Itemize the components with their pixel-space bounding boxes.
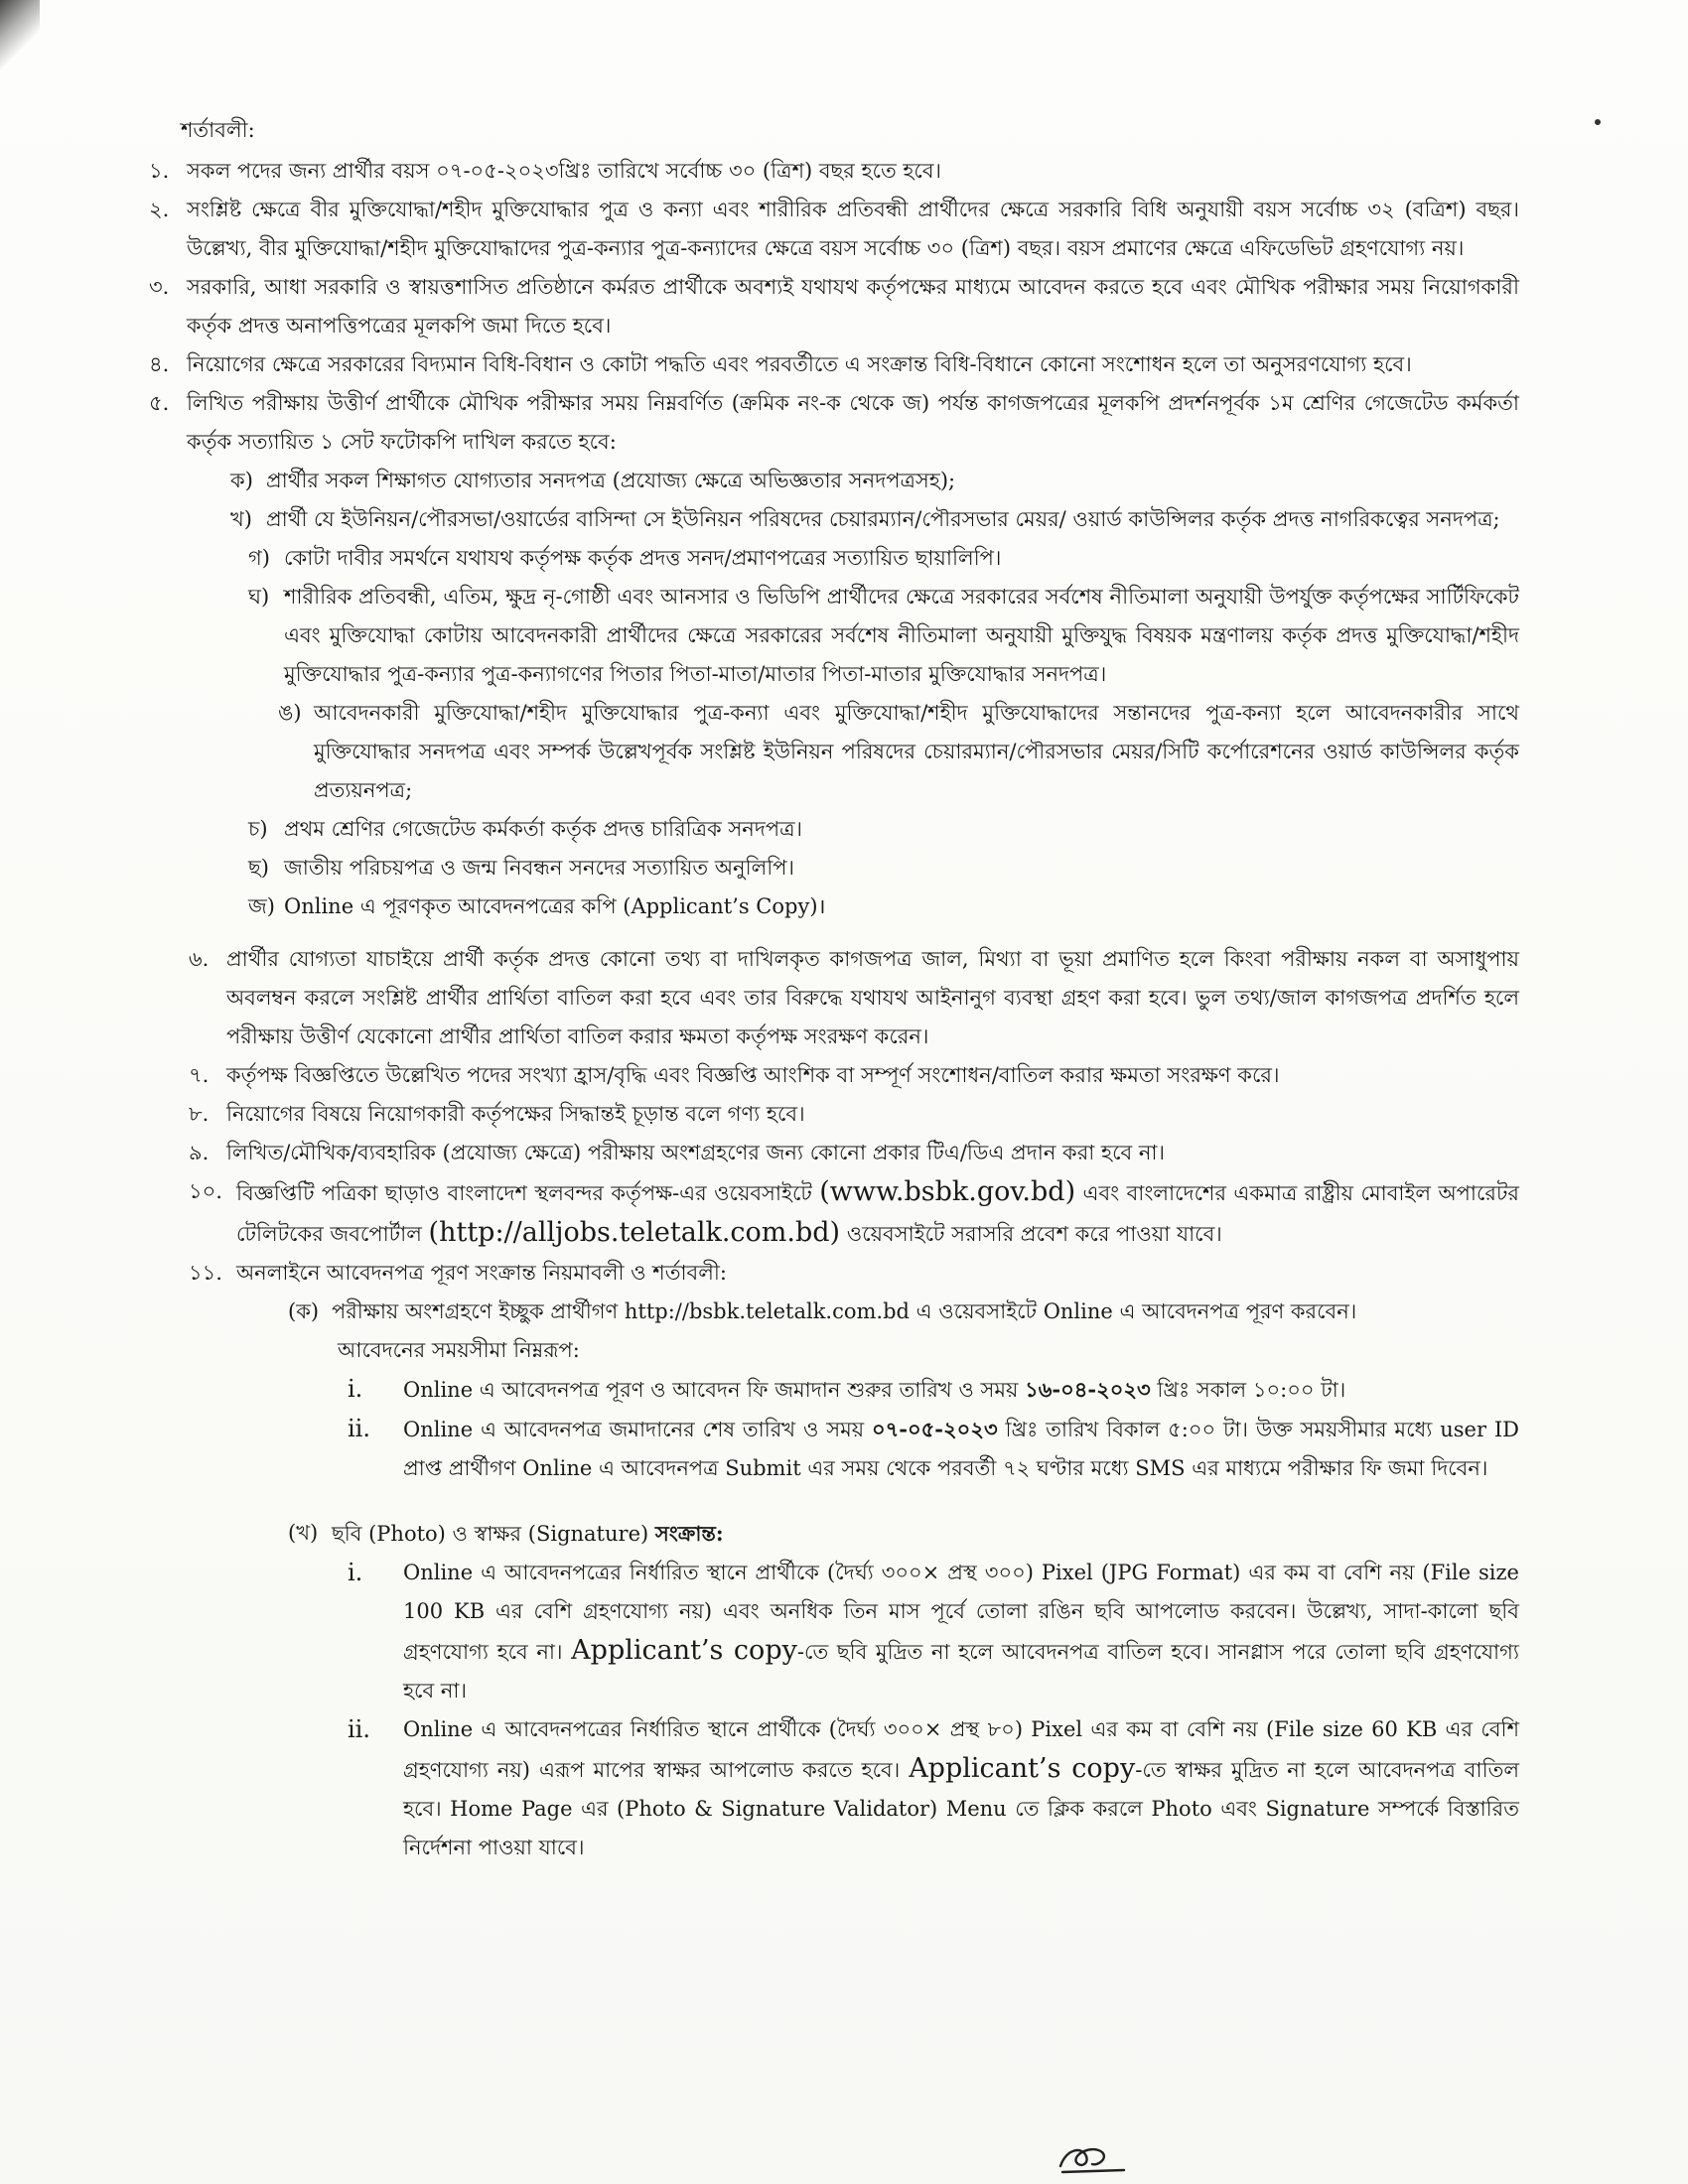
term-number: ১১. bbox=[189, 1261, 222, 1285]
signature-point bbox=[348, 1710, 1519, 1867]
term-text: অনলাইনে আবেদনপত্র পূরণ সংক্রান্ত নিয়মাবলী ও শর্তাবলী: bbox=[236, 1261, 727, 1285]
term-item-2 bbox=[149, 191, 1519, 268]
subitem-text: প্রার্থীর সকল শিক্ষাগত যোগ্যতার সনদপত্র (প্রযোজ্য ক্ষেত্রে অভিজ্ঞতার সনদপত্রসহ); bbox=[266, 469, 956, 492]
roman-text-part: Online এ আবেদনপত্র জমাদানের শেষ তারিখ ও সময় bbox=[403, 1418, 865, 1441]
end-date: ০৭-০৫-২০২৩ bbox=[872, 1417, 998, 1441]
term-item-10 bbox=[189, 1172, 1519, 1254]
photo-signature-heading bbox=[288, 1514, 1519, 1554]
application-time-heading: আবেদনের সময়সীমা নিম্নরূপ: bbox=[338, 1338, 580, 1362]
time-point-2 bbox=[348, 1410, 1519, 1488]
term-text bbox=[236, 1172, 1519, 1254]
subitem-label: খ) bbox=[230, 507, 252, 531]
subitem-text: Online এ পূরণকৃত আবেদনপত্রের কপি (Applicant’s Copy)। bbox=[284, 894, 826, 918]
subitem-label: চ) bbox=[248, 817, 268, 841]
document-subitem-ja bbox=[248, 887, 1519, 926]
subitem-label: ঘ) bbox=[248, 585, 270, 609]
subitem-text: পরীক্ষায় অংশগ্রহণে ইচ্ছুক প্রার্থীগণ http://bsbk.teletalk.com.bd এ ওয়েবসাইটে Online এ আবেদনপত্র পূরণ করবেন। bbox=[332, 1299, 1357, 1323]
term-item-6 bbox=[189, 940, 1519, 1056]
document-subitem-kha bbox=[230, 500, 1519, 539]
term-number: ৮. bbox=[189, 1102, 210, 1126]
roman-label: ii. bbox=[348, 1715, 370, 1743]
roman-text-part: Online এ আবেদনপত্র পূরণ ও আবেদন ফি জমাদান শুরুর তারিখ ও সময় bbox=[403, 1378, 1019, 1402]
subitem-label: জ) bbox=[248, 894, 275, 918]
roman-label: i. bbox=[348, 1375, 363, 1403]
website-link-bsbk[interactable]: (www.bsbk.gov.bd) bbox=[819, 1176, 1076, 1207]
term-item-3 bbox=[149, 268, 1519, 345]
term-item-4 bbox=[149, 345, 1519, 384]
roman-text-part: Online এ আবেদনপত্রের নির্ধারিত স্থানে প্রার্থীকে (দৈর্ঘ্য ৩০০× প্রস্থ ৮০) Pixel এর কম বা বেশি নয় (File size 60 KB এর বেশি গ্রহণযোগ্য নয়) এরূপ মাপের স্বাক্ষর আপলোড করতে হবে। bbox=[403, 1717, 1519, 1782]
term-text: কর্তৃপক্ষ বিজ্ঞপ্তিতে উল্লেখিত পদের সংখ্যা হ্রাস/বৃদ্ধি এবং বিজ্ঞপ্তি আংশিক বা সম্পূর্ণ সংশোধন/বাতিল করার ক্ষমতা সংরক্ষণ করে। bbox=[226, 1063, 1280, 1087]
start-date: ১৬-০৪-২০২৩ bbox=[1025, 1377, 1151, 1402]
term-item-9 bbox=[189, 1134, 1519, 1172]
online-application-ka bbox=[288, 1293, 1519, 1331]
term-number: ৪. bbox=[149, 352, 170, 376]
subitem-text: কোটা দাবীর সমর্থনে যথাযথ কর্তৃপক্ষ কর্তৃক প্রদত্ত সনদ/প্রমাণপত্রের সত্যায়িত ছায়ালিপি। bbox=[284, 546, 1002, 570]
subitem-text: আবেদনকারী মুক্তিযোদ্ধা/শহীদ মুক্তিযোদ্ধার পুত্র-কন্যা এবং মুক্তিযোদ্ধা/শহীদ মুক্তিযোদ্ধাদের সন্তানদের পুত্র-কন্যা হলে আবেদনকারীর সাথে মুক্তিযোদ্ধার সনদপত্র এবং সম্পর্ক উল্লেখপূর্বক সংশ্লিষ্ট ইউনিয়ন পরিষদের চেয়ারম্যান/পৌরসভার মেয়র/সিটি কর্পোরেশনের ওয়ার্ড কাউন্সিলর কর্তৃক প্রত্যয়নপত্র; bbox=[314, 701, 1519, 802]
term-text: সরকারি, আধা সরকারি ও স্বায়ত্তশাসিত প্রতিষ্ঠানে কর্মরত প্রার্থীকে অবশ্যই যথাযথ কর্তৃপক্ষের মাধ্যমে আবেদন করতে হবে এবং মৌখিক পরীক্ষার সময় নিয়োগকারী কর্তৃক প্রদত্ত অনাপত্তিপত্রের মূলকপি জমা দিতে হবে। bbox=[187, 275, 1519, 338]
scan-speck bbox=[1595, 119, 1601, 125]
subitem-text: জাতীয় পরিচয়পত্র ও জন্ম নিবন্ধন সনদের সত্যায়িত অনুলিপি। bbox=[284, 856, 794, 880]
roman-text-part: -তে ছবি মুদ্রিত না হলে আবেদনপত্র বাতিল হবে। সানগ্লাস পরে তোলা ছবি গ্রহণযোগ্য হবে না। bbox=[403, 1640, 1519, 1703]
section-title-part: ছবি (Photo) ও স্বাক্ষর (Signature) bbox=[332, 1522, 649, 1546]
subitem-text bbox=[332, 1514, 1519, 1554]
term-item-11 bbox=[189, 1254, 1519, 1293]
subitem-text: প্রার্থী যে ইউনিয়ন/পৌরসভা/ওয়ার্ডের বাসিন্দা সে ইউনিয়ন পরিষদের চেয়ারম্যান/পৌরসভার মেয়র/ ওয়ার্ড কাউন্সিলর কর্তৃক প্রদত্ত নাগরিকত্বের সনদপত্র; bbox=[266, 507, 1500, 531]
roman-text-part: খ্রিঃ তারিখ বিকাল ৫:০০ টা। উক্ত সময়সীমার মধ্যে user ID প্রাপ্ত প্রার্থীগণ Online এ আবেদনপত্র Submit এর সময় থেকে পরবর্তী ৭২ ঘণ্টার মধ্যে SMS এর মাধ্যমে পরীক্ষার ফি জমা দিবেন। bbox=[403, 1418, 1519, 1480]
roman-text bbox=[403, 1554, 1519, 1710]
roman-text bbox=[403, 1370, 1519, 1410]
roman-text-part: খ্রিঃ সকাল ১০:০০ টা। bbox=[1157, 1378, 1346, 1402]
time-point-1 bbox=[348, 1370, 1519, 1410]
roman-text-part: -তে স্বাক্ষর মুদ্রিত না হলে আবেদনপত্র বাতিল হবে। Home Page এর (Photo & Signature Validator) Menu তে ক্লিক করলে Photo এবং Signature সম্পর্কে বিস্তারিত নির্দেশনা পাওয়া যাবে। bbox=[403, 1758, 1519, 1859]
term-text: প্রার্থীর যোগ্যতা যাচাইয়ে প্রার্থী কর্তৃক প্রদত্ত কোনো তথ্য বা দাখিলকৃত কাগজপত্র জাল, মিথ্যা বা ভূয়া প্রমাণিত হলে কিংবা পরীক্ষায় নকল বা অসাধুপায় অবলম্বন করলে সংশ্লিষ্ট প্রার্থীর প্রার্থিতা বাতিল করা হবে এবং তার বিরুদ্ধে যথাযথ আইনানুগ ব্যবস্থা গ্রহণ করা হবে। ভুল তথ্য/জাল কাগজপত্র প্রদর্শিত হলে পরীক্ষায় উত্তীর্ণ যেকোনো প্রার্থীর প্রার্থিতা বাতিল করার ক্ষমতা কর্তৃপক্ষ সংরক্ষণ করেন। bbox=[226, 947, 1519, 1048]
roman-label: i. bbox=[348, 1559, 363, 1586]
document-subitem-ka bbox=[230, 462, 1519, 500]
term-text: নিয়োগের ক্ষেত্রে সরকারের বিদ্যমান বিধি-বিধান ও কোটা পদ্ধতি এবং পরবর্তীতে এ সংক্রান্ত বিধি-বিধানে কোনো সংশোধন হলে তা অনুসরণযোগ্য হবে। bbox=[187, 352, 1412, 376]
term-number: ৯. bbox=[189, 1141, 210, 1164]
term-text: নিয়োগের বিষয়ে নিয়োগকারী কর্তৃপক্ষের সিদ্ধান্তই চূড়ান্ত বলে গণ্য হবে। bbox=[226, 1102, 805, 1126]
term-item-8 bbox=[189, 1095, 1519, 1134]
term-item-7 bbox=[189, 1056, 1519, 1095]
subitem-label: গ) bbox=[248, 546, 270, 570]
subitem-label: ছ) bbox=[248, 856, 269, 880]
website-link-teletalk[interactable]: (http://alljobs.teletalk.com.bd) bbox=[428, 1217, 841, 1248]
scan-corner-shadow bbox=[0, 0, 40, 79]
spacer bbox=[149, 1488, 1519, 1514]
section-title-bold: সংক্রান্ত: bbox=[654, 1521, 724, 1546]
subitem-text: শারীরিক প্রতিবন্ধী, এতিম, ক্ষুদ্র নৃ-গোষ্ঠী এবং আনসার ও ভিডিপি প্রার্থীদের ক্ষেত্রে সরকারের সর্বশেষ নীতিমালা অনুযায়ী উপর্যুক্ত কর্তৃপক্ষের সার্টিফিকেট এবং মুক্তিযোদ্ধা কোটায় আবেদনকারী প্রার্থীদের ক্ষেত্রে সরকারের সর্বশেষ নীতিমালা অনুযায়ী মুক্তিযুদ্ধ বিষয়ক মন্ত্রণালয় কর্তৃক প্রদত্ত মুক্তিযোদ্ধা/শহীদ মুক্তিযোদ্ধার পুত্র-কন্যার পুত্র-কন্যাগণের পিতার পিতা-মাতা/মাতার পিতা-মাতার মুক্তিযোদ্ধার সনদপত্র। bbox=[284, 585, 1519, 686]
term-number: ৫. bbox=[149, 391, 170, 415]
term-text: সংশ্লিষ্ট ক্ষেত্রে বীর মুক্তিযোদ্ধা/শহীদ মুক্তিযোদ্ধার পুত্র ও কন্যা এবং শারীরিক প্রতিবন্ধী প্রার্থীদের ক্ষেত্রে সরকারি বিধি অনুযায়ী বয়স সর্বোচ্চ ৩২ (বত্রিশ) বছর। উল্লেখ্য, বীর মুক্তিযোদ্ধা/শহীদ মুক্তিযোদ্ধাদের পুত্র-কন্যার পুত্র-কন্যাদের ক্ষেত্রে বয়স সর্বোচ্চ ৩০ (ত্রিশ) বছর। বয়স প্রমাণের ক্ষেত্রে এফিডেভিট গ্রহণযোগ্য নয়। bbox=[187, 198, 1519, 260]
applicant-copy-label: Applicant’s copy bbox=[571, 1635, 797, 1666]
term-number: ৬. bbox=[189, 947, 210, 971]
term-text: লিখিত পরীক্ষায় উত্তীর্ণ প্রার্থীকে মৌখিক পরীক্ষার সময় নিম্নবর্ণিত (ক্রমিক নং-ক থেকে জ) পর্যন্ত কাগজপত্রের মূলকপি প্রদর্শনপূর্বক ১ম শ্রেণির গেজেটেড কর্মকর্তা কর্তৃক সত্যায়িত ১ সেট ফটোকপি দাখিল করতে হবে: bbox=[187, 391, 1519, 454]
document-subitem-cha bbox=[248, 810, 1519, 849]
subitem-label: (খ) bbox=[288, 1521, 319, 1545]
photo-point bbox=[348, 1554, 1519, 1710]
term-number: ১০. bbox=[189, 1179, 222, 1203]
document-subitem-ga bbox=[248, 539, 1519, 578]
roman-text-part: Online এ আবেদনপত্রের নির্ধারিত স্থানে প্রার্থীকে (দৈর্ঘ্য ৩০০× প্রস্থ ৩০০) Pixel (JPG Format) এর কম বা বেশি নয় (File size 100 KB এর বেশি গ্রহণযোগ্য নয়) এবং অনধিক তিন মাস পূর্বে তোলা রঙিন ছবি আপলোড করবেন। উল্লেখ্য, সাদা-কালো ছবি গ্রহণযোগ্য হবে না। bbox=[403, 1561, 1519, 1664]
term-number: ৩. bbox=[149, 275, 170, 299]
term-item-1 bbox=[149, 152, 1519, 191]
roman-text bbox=[403, 1410, 1519, 1488]
subitem-label: (ক) bbox=[288, 1299, 320, 1323]
roman-label: ii. bbox=[348, 1415, 370, 1442]
term-text-part: বিজ্ঞপ্তিটি পত্রিকা ছাড়াও বাংলাদেশ স্থলবন্দর কর্তৃপক্ষ-এর ওয়েবসাইটে bbox=[236, 1181, 812, 1205]
applicant-copy-label: Applicant’s copy bbox=[909, 1753, 1136, 1784]
document-subitem-uma bbox=[278, 694, 1519, 810]
spacer bbox=[149, 926, 1519, 940]
term-text-part: এবং বাংলাদেশের একমাত্র রাষ্ট্রীয় মোবাইল অপারেটর টেলিটকের জবপোর্টাল bbox=[236, 1181, 1519, 1246]
term-text: সকল পদের জন্য প্রার্থীর বয়স ০৭-০৫-২০২৩খ্রিঃ তারিখে সর্বোচ্চ ৩০ (ত্রিশ) বছর হতে হবে। bbox=[187, 159, 942, 183]
subitem-label: ঙ) bbox=[278, 701, 302, 725]
subitem-text: প্রথম শ্রেণির গেজেটেড কর্মকর্তা কর্তৃক প্রদত্ত চারিত্রিক সনদপত্র। bbox=[284, 817, 803, 841]
roman-text bbox=[403, 1710, 1519, 1867]
term-text-part: ওয়েবসাইটে সরাসরি প্রবেশ করে পাওয়া যাবে। bbox=[846, 1222, 1222, 1246]
term-text: লিখিত/মৌখিক/ব্যবহারিক (প্রযোজ্য ক্ষেত্রে) পরীক্ষায় অংশগ্রহণের জন্য কোনো প্রকার টিএ/ডিএ প্রদান করা হবে না। bbox=[226, 1141, 1166, 1164]
terms-heading: শর্তাবলী: bbox=[181, 118, 255, 142]
term-number: ৭. bbox=[189, 1063, 210, 1087]
term-item-5 bbox=[149, 384, 1519, 462]
document-subitem-chha bbox=[248, 849, 1519, 887]
document-subitem-gha bbox=[248, 578, 1519, 694]
subitem-label: ক) bbox=[230, 469, 253, 492]
term-number: ২. bbox=[149, 198, 170, 221]
terms-content bbox=[149, 111, 1519, 1867]
handwritten-initial-signature bbox=[1053, 2136, 1132, 2176]
term-number: ১. bbox=[149, 159, 170, 183]
